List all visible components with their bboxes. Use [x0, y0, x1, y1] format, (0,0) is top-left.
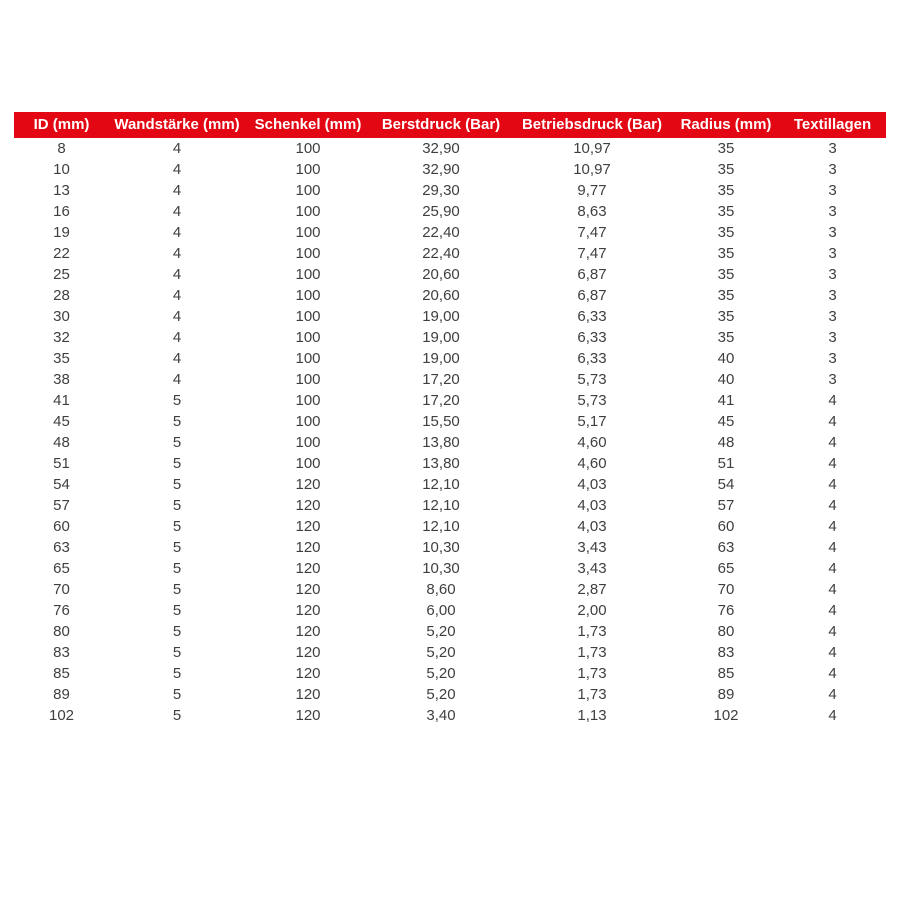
table-cell: 1,73: [577, 665, 607, 682]
table-cell: 100: [295, 434, 321, 451]
table-cell: 120: [295, 476, 321, 493]
table-cell: 65: [53, 560, 70, 577]
table-cell: 35: [53, 350, 70, 367]
table-cell: 2,87: [577, 581, 607, 598]
table-cell: 40: [717, 371, 735, 388]
table-cell: 100: [295, 350, 321, 367]
table-row: [14, 243, 886, 264]
table-cell: 4: [172, 350, 182, 367]
table-cell: 25,90: [422, 203, 460, 220]
table-cell: 89: [717, 686, 735, 703]
table-cell: 1,73: [577, 623, 607, 640]
table-cell: 120: [295, 518, 321, 535]
table-cell: 5: [172, 539, 182, 556]
table-cell: 100: [295, 308, 321, 325]
column-header: Wandstärke (mm): [109, 112, 245, 138]
table-cell: 100: [295, 203, 321, 220]
table-row: [14, 285, 886, 306]
table-cell: 5,20: [426, 623, 456, 640]
table-cell: 5: [172, 518, 182, 535]
table-cell: 100: [295, 266, 321, 283]
table-cell: 4,03: [577, 476, 607, 493]
table-cell: 4: [828, 497, 837, 514]
table-cell: 4: [172, 161, 182, 178]
table-cell: 76: [717, 602, 735, 619]
table-cell: 10: [53, 161, 70, 178]
table-cell: 5: [172, 413, 182, 430]
table-cell: 4: [828, 602, 837, 619]
table-row: [14, 180, 886, 201]
table-cell: 35: [717, 203, 735, 220]
table-row: [14, 663, 886, 684]
table-cell: 4: [172, 224, 182, 241]
table-cell: 60: [53, 518, 70, 535]
table-cell: 4: [828, 455, 837, 472]
table-cell: 3: [828, 308, 837, 325]
table-cell: 120: [295, 707, 321, 724]
table-cell: 35: [717, 245, 735, 262]
table-cell: 70: [717, 581, 735, 598]
table-cell: 3: [828, 224, 837, 241]
table-cell: 41: [717, 392, 735, 409]
header-row: [14, 112, 886, 138]
table-cell: 4: [172, 287, 182, 304]
table-cell: 5: [172, 623, 182, 640]
table-cell: 80: [717, 623, 735, 640]
table-cell: 5,20: [426, 644, 456, 661]
table-cell: 4,60: [577, 434, 607, 451]
table-cell: 100: [295, 245, 321, 262]
table-row: [14, 327, 886, 348]
table-row: [14, 432, 886, 453]
column-header: Schenkel (mm): [245, 112, 371, 138]
table-row: [14, 516, 886, 537]
table-cell: 4: [828, 434, 837, 451]
table-row: [14, 138, 886, 159]
table-cell: 7,47: [577, 245, 607, 262]
table-row: [14, 705, 886, 726]
table-cell: 4: [172, 245, 182, 262]
table-row: [14, 390, 886, 411]
table-cell: 35: [717, 287, 735, 304]
table-cell: 5,73: [577, 371, 607, 388]
table-cell: 4,03: [577, 518, 607, 535]
table-cell: 6,33: [577, 350, 607, 367]
table-cell: 4: [172, 266, 182, 283]
table-cell: 12,10: [422, 476, 460, 493]
table-cell: 100: [295, 182, 321, 199]
table-cell: 4,60: [577, 455, 607, 472]
table-row: [14, 411, 886, 432]
table-cell: 8,60: [426, 581, 456, 598]
table-cell: 4: [828, 539, 837, 556]
table-cell: 100: [295, 287, 321, 304]
table-cell: 83: [53, 644, 70, 661]
table-row: [14, 264, 886, 285]
table-cell: 83: [717, 644, 735, 661]
table-cell: 7,47: [577, 224, 607, 241]
table-cell: 80: [53, 623, 70, 640]
table-row: [14, 201, 886, 222]
table-cell: 60: [717, 518, 735, 535]
table-cell: 1,73: [577, 686, 607, 703]
table-cell: 28: [53, 287, 70, 304]
table-cell: 5: [172, 392, 182, 409]
table-cell: 57: [717, 497, 735, 514]
table-cell: 89: [53, 686, 70, 703]
column-header: Textillagen: [779, 112, 886, 138]
table-header: [14, 112, 886, 138]
table-cell: 76: [53, 602, 70, 619]
table-cell: 120: [295, 644, 321, 661]
table-cell: 4: [828, 623, 837, 640]
table-cell: 30: [53, 308, 70, 325]
table-cell: 8: [57, 140, 66, 157]
table-cell: 48: [53, 434, 70, 451]
table-cell: 4: [828, 413, 837, 430]
table-cell: 19,00: [422, 350, 460, 367]
table-cell: 100: [295, 392, 321, 409]
table-cell: 5: [172, 665, 182, 682]
table-cell: 100: [295, 329, 321, 346]
table-cell: 6,33: [577, 329, 607, 346]
table-cell: 6,33: [577, 308, 607, 325]
table-cell: 100: [295, 371, 321, 388]
table-row: [14, 579, 886, 600]
column-header: Betriebsdruck (Bar): [511, 112, 673, 138]
table-cell: 120: [295, 539, 321, 556]
table-row: [14, 453, 886, 474]
table-cell: 17,20: [422, 371, 460, 388]
table-cell: 3: [828, 245, 837, 262]
table-cell: 35: [717, 308, 735, 325]
column-header: ID (mm): [14, 112, 109, 138]
table-cell: 85: [53, 665, 70, 682]
table-cell: 120: [295, 602, 321, 619]
table-cell: 1,73: [577, 644, 607, 661]
table-cell: 45: [53, 413, 70, 430]
table-cell: 5: [172, 434, 182, 451]
table-cell: 3,43: [577, 539, 607, 556]
table-cell: 100: [295, 140, 321, 157]
table-cell: 4: [828, 518, 837, 535]
table-cell: 100: [295, 224, 321, 241]
table-cell: 63: [53, 539, 70, 556]
table-cell: 19: [53, 224, 70, 241]
spec-table: [14, 112, 886, 726]
table-cell: 3: [828, 287, 837, 304]
table-cell: 4: [172, 182, 182, 199]
table-cell: 3,43: [577, 560, 607, 577]
column-header: Radius (mm): [673, 112, 779, 138]
table-cell: 3: [828, 182, 837, 199]
table-cell: 102: [48, 707, 75, 724]
table-cell: 12,10: [422, 518, 460, 535]
table-cell: 9,77: [577, 182, 607, 199]
table-cell: 100: [295, 455, 321, 472]
table-row: [14, 558, 886, 579]
table-cell: 4: [828, 665, 837, 682]
table-cell: 25: [53, 266, 70, 283]
table-cell: 5,73: [577, 392, 607, 409]
table-cell: 35: [717, 140, 735, 157]
table-row: [14, 600, 886, 621]
table-cell: 3: [828, 371, 837, 388]
table-cell: 32,90: [422, 140, 460, 157]
table-cell: 5: [172, 560, 182, 577]
table-cell: 4,03: [577, 497, 607, 514]
table-cell: 19,00: [422, 308, 460, 325]
table-cell: 6,00: [426, 602, 456, 619]
table-cell: 3: [828, 140, 837, 157]
table-row: [14, 306, 886, 327]
table-cell: 6,87: [577, 266, 607, 283]
table-cell: 85: [717, 665, 735, 682]
table-cell: 120: [295, 665, 321, 682]
table-row: [14, 642, 886, 663]
table-cell: 3,40: [426, 707, 456, 724]
table-row: [14, 621, 886, 642]
table-cell: 10,97: [573, 140, 611, 157]
table-cell: 15,50: [422, 413, 460, 430]
table-cell: 100: [295, 413, 321, 430]
table-row: [14, 159, 886, 180]
table-cell: 20,60: [422, 266, 460, 283]
table-cell: 38: [53, 371, 70, 388]
table-cell: 13,80: [422, 434, 460, 451]
table-cell: 13,80: [422, 455, 460, 472]
spec-table-container: [14, 112, 886, 726]
table-cell: 5: [172, 581, 182, 598]
table-row: [14, 474, 886, 495]
table-cell: 4: [828, 644, 837, 661]
table-cell: 5: [172, 497, 182, 514]
table-cell: 4: [172, 371, 182, 388]
table-cell: 17,20: [422, 392, 460, 409]
table-cell: 70: [53, 581, 70, 598]
table-cell: 57: [53, 497, 70, 514]
table-cell: 120: [295, 560, 321, 577]
table-cell: 63: [717, 539, 735, 556]
table-cell: 3: [828, 161, 837, 178]
table-cell: 100: [295, 161, 321, 178]
table-cell: 4: [828, 686, 837, 703]
table-cell: 5: [172, 602, 182, 619]
table-cell: 6,87: [577, 287, 607, 304]
table-cell: 5,20: [426, 665, 456, 682]
column-header: Berstdruck (Bar): [371, 112, 511, 138]
table-cell: 35: [717, 161, 735, 178]
table-cell: 51: [53, 455, 70, 472]
table-row: [14, 684, 886, 705]
table-cell: 5,20: [426, 686, 456, 703]
table-cell: 102: [713, 707, 739, 724]
table-cell: 120: [295, 581, 321, 598]
table-cell: 12,10: [422, 497, 460, 514]
table-cell: 54: [717, 476, 735, 493]
table-cell: 16: [53, 203, 70, 220]
table-cell: 5: [172, 707, 182, 724]
table-cell: 4: [172, 203, 182, 220]
table-cell: 4: [172, 308, 182, 325]
table-cell: 51: [717, 455, 735, 472]
table-cell: 35: [717, 182, 735, 199]
table-cell: 3: [828, 266, 837, 283]
table-cell: 3: [828, 203, 837, 220]
table-cell: 120: [295, 623, 321, 640]
table-cell: 65: [717, 560, 735, 577]
table-cell: 4: [172, 329, 182, 346]
table-cell: 1,13: [577, 707, 607, 724]
table-cell: 10,97: [573, 161, 611, 178]
table-cell: 22,40: [422, 245, 460, 262]
table-cell: 5,17: [577, 413, 607, 430]
table-cell: 5: [172, 476, 182, 493]
table-cell: 35: [717, 266, 735, 283]
table-cell: 35: [717, 224, 735, 241]
table-cell: 4: [828, 707, 837, 724]
table-row: [14, 369, 886, 390]
table-cell: 32: [53, 329, 70, 346]
table-cell: 3: [828, 329, 837, 346]
table-cell: 22,40: [422, 224, 460, 241]
table-cell: 5: [172, 455, 182, 472]
table-row: [14, 537, 886, 558]
table-cell: 8,63: [577, 203, 607, 220]
table-row: [14, 495, 886, 516]
table-cell: 45: [717, 413, 735, 430]
table-cell: 5: [172, 686, 182, 703]
table-cell: 2,00: [577, 602, 607, 619]
table-cell: 4: [828, 392, 837, 409]
table-cell: 41: [53, 392, 70, 409]
table-cell: 54: [53, 476, 70, 493]
table-cell: 5: [172, 644, 182, 661]
table-cell: 48: [717, 434, 735, 451]
table-row: [14, 348, 886, 369]
table-cell: 32,90: [422, 161, 460, 178]
table-cell: 13: [53, 182, 70, 199]
table-body: [14, 138, 886, 726]
table-cell: 29,30: [422, 182, 460, 199]
table-cell: 4: [828, 560, 837, 577]
table-cell: 40: [717, 350, 735, 367]
table-cell: 4: [172, 140, 182, 157]
table-cell: 120: [295, 497, 321, 514]
table-cell: 4: [828, 581, 837, 598]
table-cell: 3: [828, 350, 837, 367]
table-cell: 19,00: [422, 329, 460, 346]
table-cell: 22: [53, 245, 70, 262]
table-cell: 20,60: [422, 287, 460, 304]
table-cell: 10,30: [422, 539, 460, 556]
table-cell: 35: [717, 329, 735, 346]
table-cell: 10,30: [422, 560, 460, 577]
table-cell: 120: [295, 686, 321, 703]
table-cell: 4: [828, 476, 837, 493]
table-row: [14, 222, 886, 243]
